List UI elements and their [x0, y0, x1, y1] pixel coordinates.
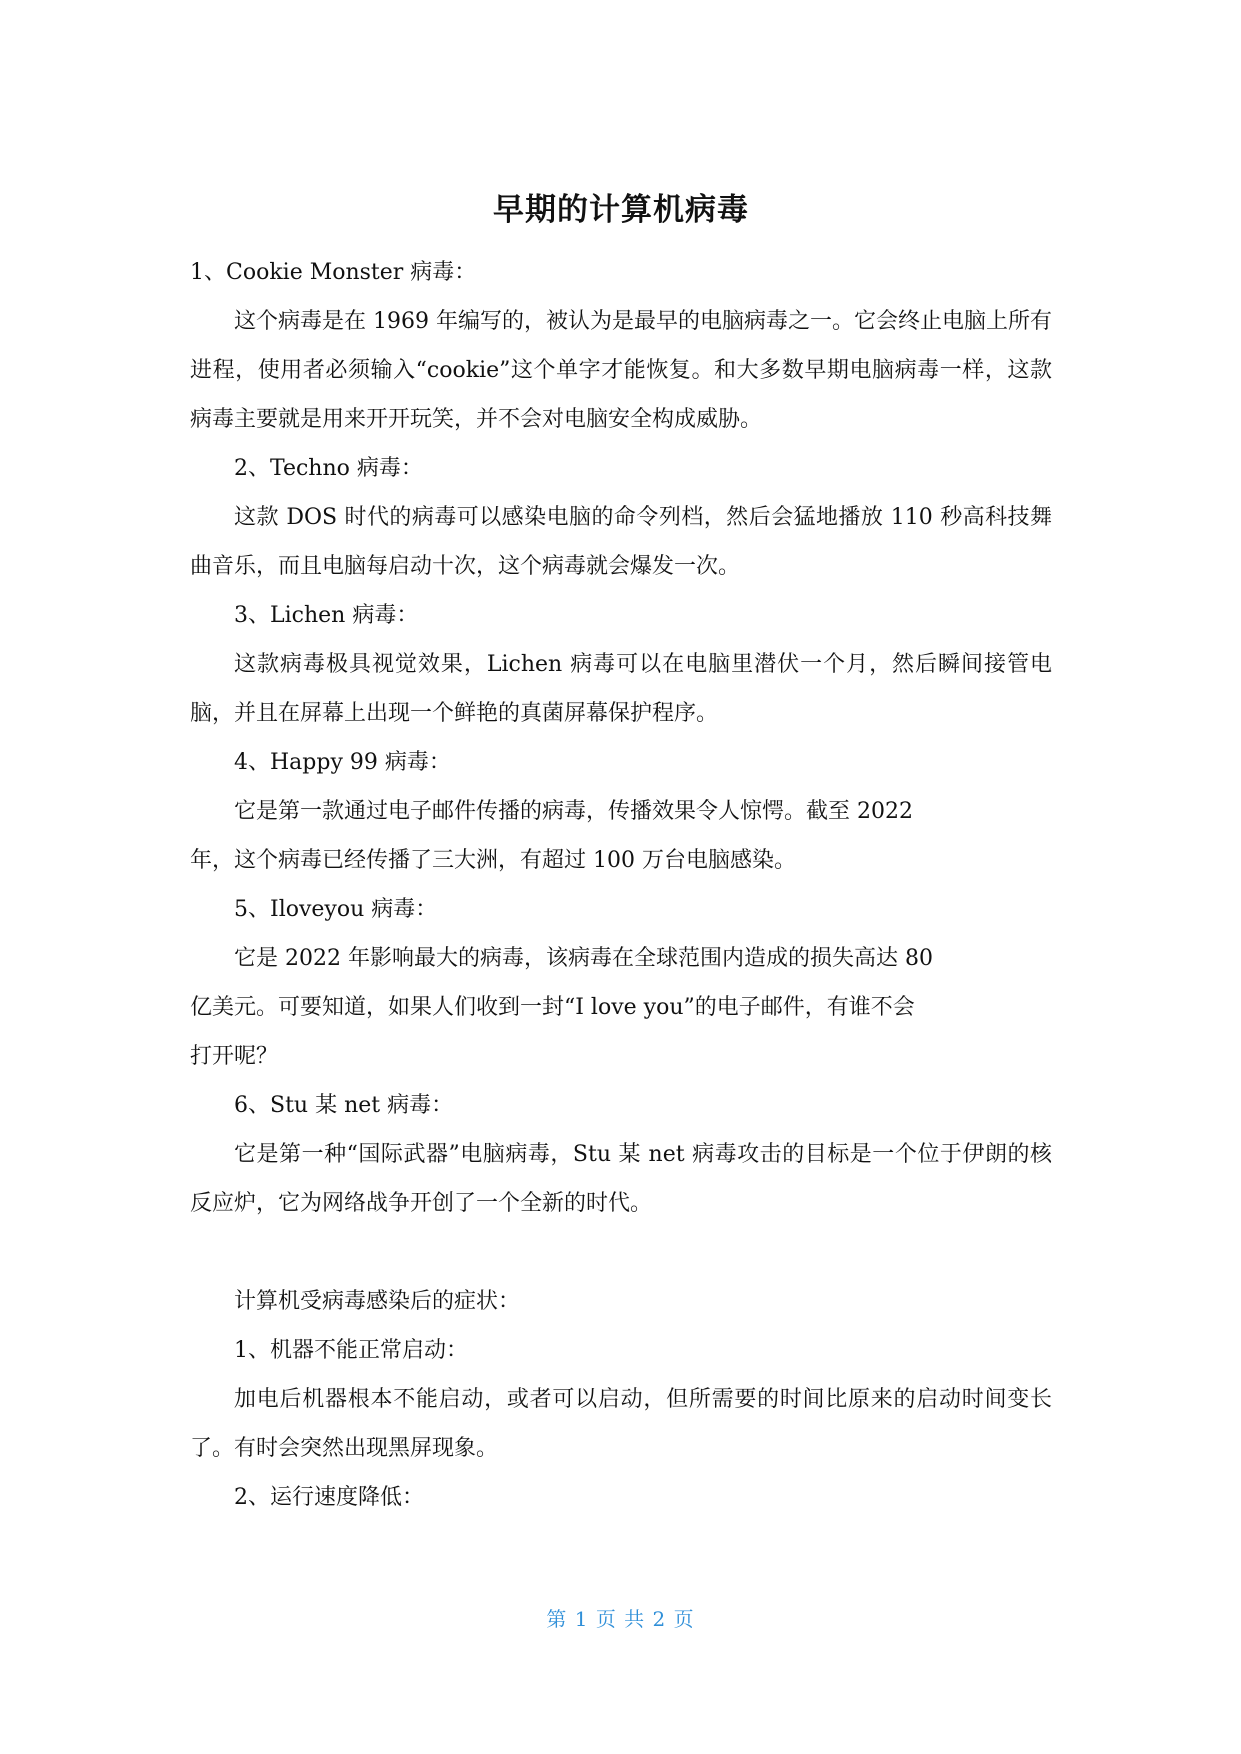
section-4-body-line-2: 年，这个病毒已经传播了三大洲，有超过 100 万台电脑感染。: [190, 848, 796, 873]
section-1-heading: 1、Cookie Monster 病毒：: [190, 260, 477, 285]
section-2-body: 这款 DOS 时代的病毒可以感染电脑的命令列档，然后会猛地播放 110 秒高科技舞曲音乐，而且电脑每启动十次，这个病毒就会爆发一次。: [190, 505, 1052, 579]
section-1-body: 这个病毒是在 1969 年编写的，被认为是最早的电脑病毒之一。它会终止电脑上所有进程，使用者必须输入“cookie”这个单字才能恢复。和大多数早期电脑病毒一样，这款病毒主要就是用来开开玩笑，并不会对电脑安全构成威胁。: [190, 309, 1052, 432]
section-3-heading: 3、Lichen 病毒：: [234, 603, 419, 628]
blank-line: [190, 1228, 1052, 1277]
section-3-body: 这款病毒极具视觉效果，Lichen 病毒可以在电脑里潜伏一个月，然后瞬间接管电脑，并且在屏幕上出现一个鲜艳的真菌屏幕保护程序。: [190, 652, 1052, 726]
section-5-body-line-1: 它是 2022 年影响最大的病毒，该病毒在全球范围内造成的损失高达 80: [234, 946, 933, 971]
symptom-1-heading: 1、机器不能正常启动：: [234, 1338, 468, 1363]
section-5-body-line-2: 亿美元。可要知道，如果人们收到一封“I love you”的电子邮件，有谁不会: [190, 995, 915, 1020]
section-6-body: 它是第一种“国际武器”电脑病毒，Stu 某 net 病毒攻击的目标是一个位于伊朗的核反应炉，它为网络战争开创了一个全新的时代。: [190, 1142, 1052, 1216]
section-4-heading: 4、Happy 99 病毒：: [234, 750, 451, 775]
section-5-body-line-3: 打开呢？: [190, 1044, 279, 1069]
symptom-1-body: 加电后机器根本不能启动，或者可以启动，但所需要的时间比原来的启动时间变长了。有时会突然出现黑屏现象。: [190, 1387, 1052, 1461]
page-title: 早期的计算机病毒: [493, 192, 749, 228]
page-number-footer: 第 1 页 共 2 页: [546, 1607, 695, 1631]
section-4-body-line-1: 它是第一款通过电子邮件传播的病毒，传播效果令人惊愕。截至 2022: [234, 799, 913, 824]
symptoms-intro: 计算机受病毒感染后的症状：: [234, 1289, 521, 1314]
section-6-heading: 6、Stu 某 net 病毒：: [234, 1093, 454, 1118]
document-body: [190, 188, 1052, 1522]
symptom-2-heading: 2、运行速度降低：: [234, 1485, 424, 1510]
section-5-heading: 5、Iloveyou 病毒：: [234, 897, 438, 922]
section-2-heading: 2、Techno 病毒：: [234, 456, 423, 481]
